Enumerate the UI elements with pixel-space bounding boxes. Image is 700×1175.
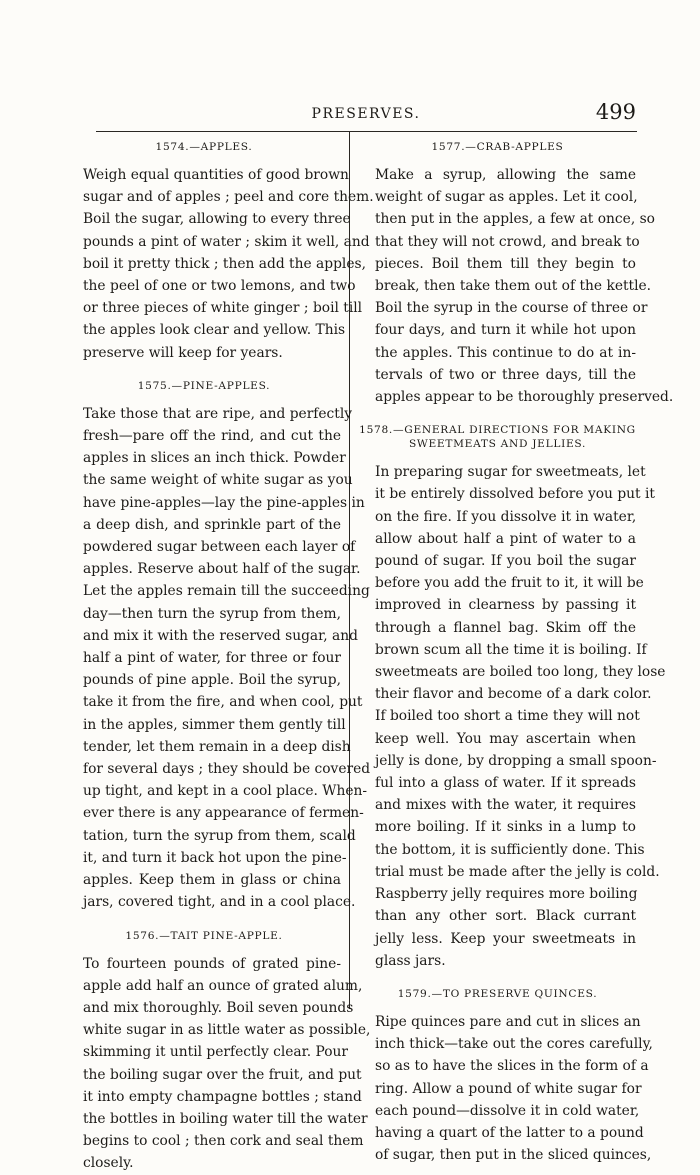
text-line: half a pint of water, for three or four — [83, 650, 341, 667]
text-line: in the apples, simmer them gently till — [83, 716, 346, 733]
text-line: allow about half a pint of water to a — [375, 530, 636, 547]
text-line: it, and turn it back hot upon the pine- — [83, 849, 347, 866]
section-title-pine-apples: 1575.—PINE-APPLES. — [137, 379, 271, 392]
page-header — [96, 100, 636, 130]
text-line: skimming it until perfectly clear. Pour — [83, 1044, 349, 1061]
text-line: then put in the apples, a few at once, so — [375, 211, 655, 228]
section-gap — [67, 364, 341, 379]
text-line: for several days ; they should be covered — [83, 761, 371, 778]
text-line: the same weight of white sugar as you — [83, 472, 353, 489]
text-line: powdered sugar between each layer of — [83, 539, 356, 556]
text-line: inch thick—take out the cores carefully, — [375, 1036, 653, 1053]
text-line: have pine-apples—lay the pine-apples in — [83, 494, 365, 511]
section-title-line: SWEETMEATS AND JELLIES. — [408, 438, 587, 451]
section-title-general-directions — [359, 423, 636, 451]
text-line: take it from the fire, and when cool, put — [83, 694, 363, 711]
text-line: ful into a glass of water. If it spreads — [375, 775, 636, 792]
section-body-pine-apples — [67, 403, 371, 914]
text-line: having a quart of the latter to a pound — [375, 1124, 644, 1141]
text-line: jars, covered tight, and in a cool place. — [83, 894, 356, 911]
section-title-preserve-quinces: 1579.—TO PRESERVE QUINCES. — [397, 987, 598, 1000]
text-line: Boil the sugar, allowing to every three — [83, 211, 351, 228]
text-line: improved in clearness by passing it — [375, 597, 636, 614]
right-column — [359, 140, 674, 1166]
section-body-general-directions — [359, 461, 666, 972]
text-line: preserve will keep for years. — [83, 344, 283, 361]
text-line: trial must be made after the jelly is cold. — [375, 863, 660, 880]
text-line: of sugar, then put in the sliced quinces, — [375, 1147, 652, 1164]
section-title-apples: 1574.—APPLES. — [155, 141, 253, 153]
text-line: through a flannel bag. Skim off the — [375, 619, 636, 636]
text-line: apples. Reserve about half of the sugar. — [83, 561, 361, 578]
text-line: tender, let them remain in a deep dish — [83, 738, 351, 755]
text-line: the apples look clear and yellow. This — [83, 322, 346, 339]
text-line: Boil the syrup in the course of three or — [375, 300, 648, 317]
section-gap — [359, 972, 636, 987]
text-line: jelly less. Keep your sweetmeats in — [375, 930, 636, 947]
section-body-crab-apples — [359, 164, 674, 408]
text-line: pounds of pine apple. Boil the syrup, — [83, 672, 341, 689]
section-gap — [67, 914, 341, 929]
text-line: apple add half an ounce of grated alum, — [83, 977, 363, 994]
text-line: tation, turn the syrup from them, scald — [83, 827, 356, 844]
section-gap — [359, 408, 636, 423]
text-line: before you add the fruit to it, it will be — [375, 575, 644, 592]
section-title-tait-pine-apple: 1576.—TAIT PINE-APPLE. — [125, 929, 283, 942]
text-line: sugar and of apples ; peel and core them. — [83, 189, 374, 206]
section-body-preserve-quinces — [359, 1011, 653, 1166]
text-line: boil it pretty thick ; then add the apples, — [83, 255, 366, 272]
text-line: day—then turn the syrup from them, — [83, 605, 341, 622]
page-number: 499 — [595, 100, 636, 124]
text-line: To fourteen pounds of grated pine- — [83, 955, 341, 972]
text-line: apples appear to be thoroughly preserved. — [375, 389, 674, 406]
text-line: If boiled too short a time they will not — [375, 708, 640, 725]
text-line: weight of sugar as apples. Let it cool, — [375, 189, 638, 206]
text-line: Weigh equal quantities of good brown — [83, 167, 349, 183]
text-line: it be entirely dissolved before you put it — [375, 486, 655, 503]
header-rule — [96, 131, 637, 132]
text-line: the bottom, it is sufficiently done. This — [375, 841, 645, 858]
text-line: tervals of two or three days, till the — [375, 366, 636, 383]
text-line: white sugar in as little water as possible, — [83, 1022, 371, 1039]
section-title-crab-apples: 1577.—CRAB-APPLES — [431, 141, 564, 153]
text-line: the apples. This continue to do at in- — [375, 344, 636, 361]
text-line: and mixes with the water, it requires — [375, 797, 636, 814]
section-title-line: 1578.—GENERAL DIRECTIONS FOR MAKING — [359, 424, 636, 437]
section-body-apples — [67, 164, 374, 364]
text-line: ring. Allow a pound of white sugar for — [375, 1080, 642, 1097]
text-line: up tight, and kept in a cool place. When- — [83, 783, 368, 800]
text-line: keep well. You may ascertain when — [375, 730, 636, 747]
text-line: jelly is done, by dropping a small spoon- — [375, 752, 657, 769]
left-column — [67, 140, 374, 1175]
text-line: and mix thoroughly. Boil seven pounds — [83, 999, 354, 1016]
text-line: so as to have the slices in the form of a — [375, 1058, 649, 1075]
text-line: on the fire. If you dissolve it in water, — [375, 508, 637, 525]
text-line: each pound—dissolve it in cold water, — [375, 1102, 640, 1119]
text-line: it into empty champagne bottles ; stand — [83, 1088, 362, 1105]
text-line: pieces. Boil them till they begin to — [375, 255, 636, 272]
text-line: the bottles in boiling water till the water — [83, 1110, 368, 1127]
text-line: a deep dish, and sprinkle part of the — [83, 516, 341, 533]
text-line: apples in slices an inch thick. Powder — [83, 450, 346, 467]
text-line: the boiling sugar over the fruit, and put — [83, 1066, 362, 1083]
running-head: PRESERVES. — [311, 106, 421, 122]
text-line: or three pieces of white ginger ; boil till — [83, 300, 363, 317]
text-line: brown scum all the time it is boiling. If — [375, 641, 647, 658]
text-line: four days, and turn it while hot upon — [375, 322, 636, 339]
text-line: Raspberry jelly requires more boiling — [375, 886, 638, 903]
text-line: pound of sugar. If you boil the sugar — [375, 553, 636, 570]
text-line: closely. — [83, 1155, 134, 1172]
text-line: break, then take them out of the kettle. — [375, 278, 652, 295]
text-line: fresh—pare off the rind, and cut the — [83, 428, 341, 445]
text-line: In preparing sugar for sweetmeats, let — [375, 464, 646, 481]
section-body-tait-pine-apple — [67, 953, 371, 1175]
text-line: ever there is any appearance of fermen- — [83, 805, 364, 822]
text-line: Let the apples remain till the succeeding — [83, 583, 370, 600]
text-line: apples. Keep them in glass or china — [83, 872, 341, 889]
text-line: more boiling. If it sinks in a lump to — [375, 819, 636, 836]
text-line: the peel of one or two lemons, and two — [83, 278, 356, 295]
text-line: Make a syrup, allowing the same — [375, 167, 636, 183]
text-line: than any other sort. Black currant — [375, 908, 636, 925]
text-line: glass jars. — [375, 952, 446, 969]
text-line: pounds a pint of water ; skim it well, and — [83, 233, 370, 250]
text-line: and mix it with the reserved sugar, and — [83, 627, 358, 644]
text-line: that they will not crowd, and break to — [375, 233, 640, 250]
text-line: sweetmeats are boiled too long, they lose — [375, 664, 666, 681]
text-line: begins to cool ; then cork and seal them — [83, 1133, 364, 1150]
text-line: Take those that are ripe, and perfectly — [83, 405, 353, 422]
text-line: their flavor and become of a dark color. — [375, 686, 652, 703]
text-line: Ripe quinces pare and cut in slices an — [375, 1013, 641, 1030]
